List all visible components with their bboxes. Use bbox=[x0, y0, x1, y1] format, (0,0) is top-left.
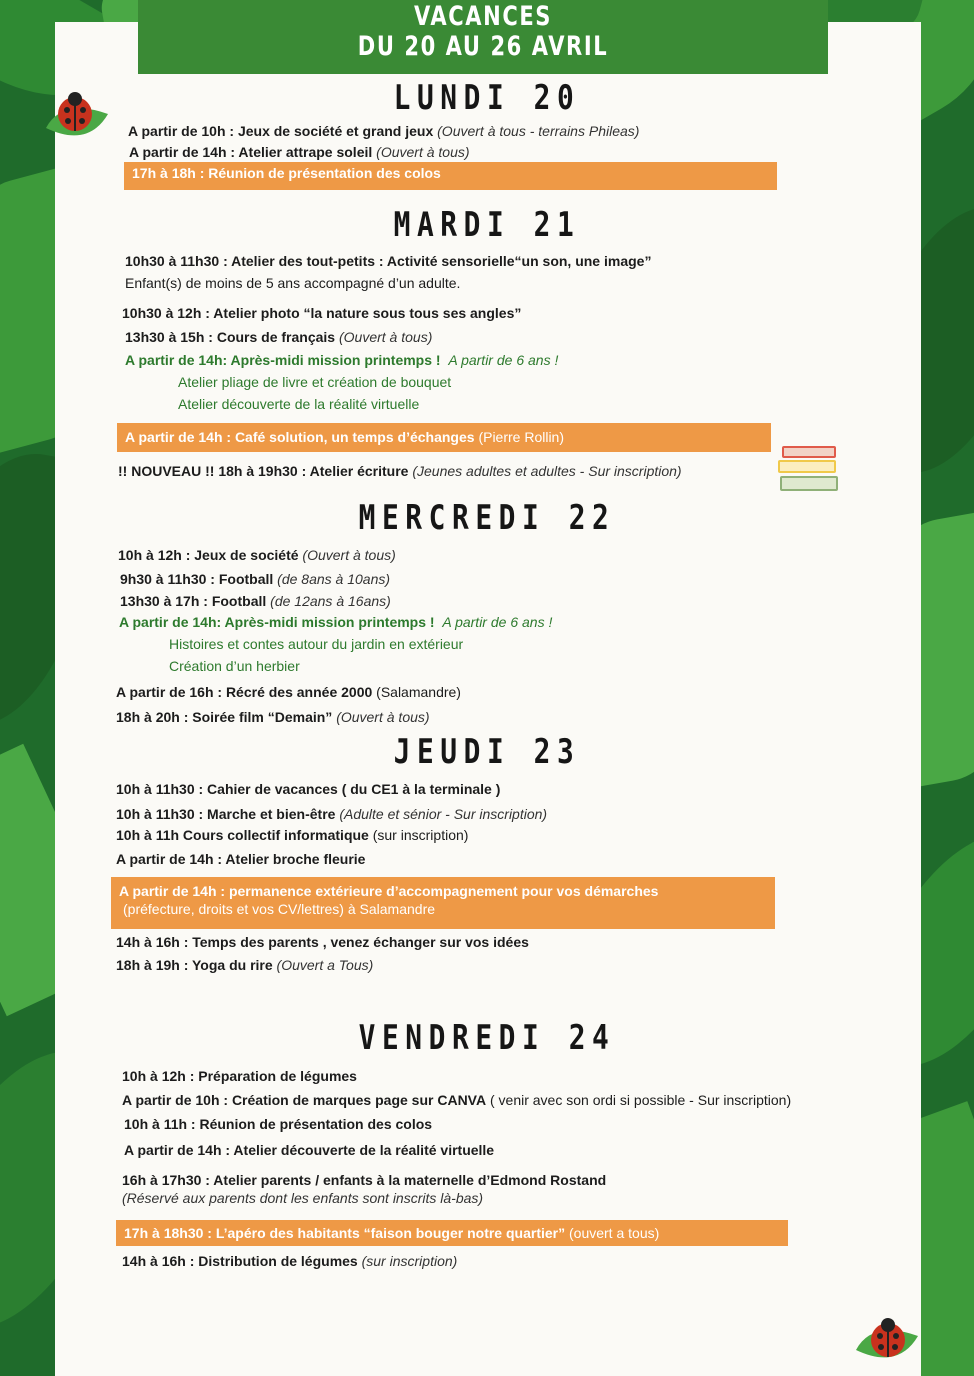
mardi-line-7: !! NOUVEAU !! 18h à 19h30 : Atelier écriture (Jeunes adultes et adultes - Sur inscription) bbox=[118, 463, 682, 479]
jeudi-line-4: A partir de 14h : Atelier broche fleurie bbox=[116, 851, 366, 867]
day-title-mercredi: MERCREDI 22 bbox=[358, 498, 616, 538]
mardi-line-6: Atelier découverte de la réalité virtuelle bbox=[178, 396, 420, 412]
vendredi-line-2: A partir de 10h : Création de marques page sur CANVA ( venir avec son ordi si possible - Sur inscription) bbox=[122, 1092, 792, 1108]
lundi-line-2: A partir de 14h : Atelier attrape soleil (Ouvert à tous) bbox=[129, 144, 470, 160]
mercredi-line-7: A partir de 16h : Récré des année 2000 (Salamandre) bbox=[116, 684, 461, 700]
lundi-highlight: 17h à 18h : Réunion de présentation des colos bbox=[124, 162, 777, 190]
vendredi-line-6: 14h à 16h : Distribution de légumes (sur inscription) bbox=[122, 1253, 458, 1269]
jeudi-highlight-line-2: (préfecture, droits et vos CV/lettres) à Salamandre bbox=[123, 901, 436, 917]
day-title-jeudi: JEUDI 23 bbox=[393, 732, 581, 772]
mardi-line-1-sub: Enfant(s) de moins de 5 ans accompagné d’un adulte. bbox=[125, 275, 461, 291]
day-title-lundi: LUNDI 20 bbox=[393, 78, 581, 118]
jeudi-line-5: 14h à 16h : Temps des parents , venez échanger sur vos idées bbox=[116, 934, 529, 950]
jeudi-line-3: 10h à 11h Cours collectif informatique (sur inscription) bbox=[116, 827, 469, 843]
day-title-mardi: MARDI 21 bbox=[393, 205, 581, 245]
jeudi-line-2: 10h à 11h30 : Marche et bien-être (Adulte et sénior - Sur inscription) bbox=[116, 806, 548, 822]
vendredi-line-5: 16h à 17h30 : Atelier parents / enfants à la maternelle d’Edmond Rostand bbox=[122, 1172, 607, 1188]
header-line2: DU 20 AU 26 AVRIL bbox=[357, 31, 609, 62]
mercredi-line-3: 13h30 à 17h : Football (de 12ans à 16ans) bbox=[120, 593, 391, 609]
mardi-line-2: 10h30 à 12h : Atelier photo “la nature sous tous ses angles” bbox=[122, 305, 522, 321]
vendredi-line-1: 10h à 12h : Préparation de légumes bbox=[122, 1068, 357, 1084]
mercredi-line-1: 10h à 12h : Jeux de société (Ouvert à tous) bbox=[118, 547, 396, 563]
mardi-line-5: Atelier pliage de livre et création de bouquet bbox=[178, 374, 452, 390]
day-title-vendredi: VENDREDI 24 bbox=[358, 1018, 616, 1058]
vendredi-line-4: A partir de 14h : Atelier découverte de la réalité virtuelle bbox=[124, 1142, 495, 1158]
mercredi-line-6: Création d’un herbier bbox=[169, 658, 300, 674]
lundi-line-1: A partir de 10h : Jeux de société et grand jeux (Ouvert à tous - terrains Phileas) bbox=[128, 123, 640, 139]
vendredi-line-3: 10h à 11h : Réunion de présentation des colos bbox=[124, 1116, 433, 1132]
header-line1: VACANCES bbox=[413, 1, 553, 32]
jeudi-line-1: 10h à 11h30 : Cahier de vacances ( du CE1 à la terminale ) bbox=[116, 781, 501, 797]
ladybug-icon-bottom bbox=[852, 1310, 922, 1372]
books-icon bbox=[776, 440, 842, 496]
vendredi-line-5-sub: (Réservé aux parents dont les enfants sont inscrits là-bas) bbox=[122, 1190, 484, 1206]
mercredi-line-2: 9h30 à 11h30 : Football (de 8ans à 10ans) bbox=[120, 571, 391, 587]
jeudi-line-6: 18h à 19h : Yoga du rire (Ouvert a Tous) bbox=[116, 957, 374, 973]
jeudi-highlight-line-1: A partir de 14h : permanence extérieure d’accompagnement pour vos démarches bbox=[119, 883, 659, 899]
mardi-highlight: A partir de 14h : Café solution, un temps d’échanges (Pierre Rollin) bbox=[117, 423, 771, 452]
mercredi-line-8: 18h à 20h : Soirée film “Demain” (Ouvert à tous) bbox=[116, 709, 430, 725]
vendredi-highlight: 17h à 18h30 : L’apéro des habitants “faison bouger notre quartier” (ouvert a tous) bbox=[116, 1220, 788, 1246]
mardi-line-4: A partir de 14h: Après-midi mission printemps ! A partir de 6 ans ! bbox=[125, 352, 559, 368]
mardi-line-3: 13h30 à 15h : Cours de français (Ouvert à tous) bbox=[125, 329, 433, 345]
header-title bbox=[214, 2, 752, 62]
mercredi-line-4: A partir de 14h: Après-midi mission printemps ! A partir de 6 ans ! bbox=[119, 614, 553, 630]
jeudi-highlight bbox=[111, 877, 775, 929]
mardi-line-1: 10h30 à 11h30 : Atelier des tout-petits : Activité sensorielle“un son, une image” bbox=[125, 253, 652, 269]
mercredi-line-5: Histoires et contes autour du jardin en extérieur bbox=[169, 636, 464, 652]
